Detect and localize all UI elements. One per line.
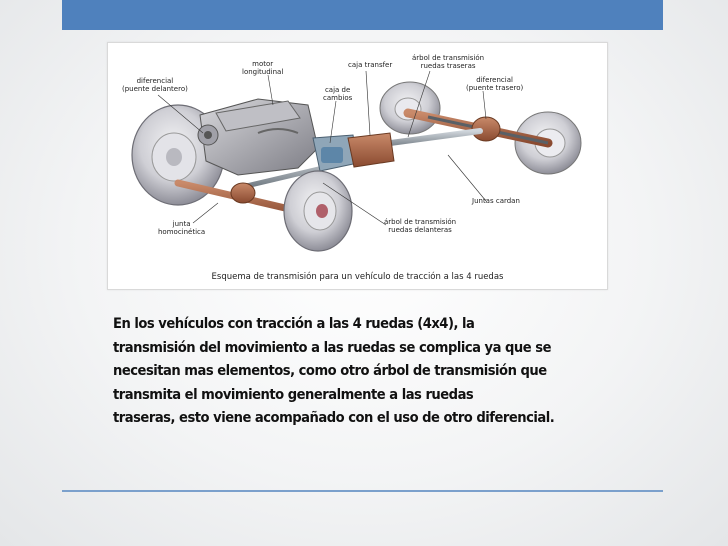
label-engine: motor longitudinal	[242, 60, 284, 76]
engine-block	[198, 99, 318, 175]
label-gearbox: caja de cambios	[323, 86, 353, 102]
body-line: transmisión del movimiento a las ruedas se complica ya que se	[113, 338, 551, 356]
figure-caption: Esquema de transmisión para un vehículo de tracción a las 4 ruedas	[211, 272, 504, 282]
front-right-wheel	[284, 171, 352, 251]
bottom-divider	[62, 490, 663, 492]
body-line: necesitan mas elementos, como otro árbol de transmisión que	[113, 362, 547, 379]
body-paragraph	[113, 312, 673, 430]
title-bar	[62, 0, 663, 30]
label-front-shaft: árbol de transmisión ruedas delanteras	[384, 218, 457, 234]
body-line: En los vehículos con tracción a las 4 ruedas (4x4), la	[113, 315, 475, 332]
body-line: transmita el movimiento generalmente a las ruedas	[113, 385, 474, 403]
label-cv-joint: junta homocinética	[158, 220, 206, 236]
rear-left-wheel	[380, 82, 440, 134]
label-rear-differential: diferencial (puente trasero)	[466, 76, 524, 92]
label-transfer-case: caja transfer	[348, 61, 393, 69]
label-front-differential: diferencial (puente delantero)	[122, 77, 188, 93]
body-line: traseras, esto viene acompañado con el uso de otro diferencial.	[113, 409, 555, 426]
transfer-case	[348, 133, 394, 167]
label-cardan-joints: Juntas cardan	[472, 197, 520, 205]
transmission-diagram	[107, 42, 608, 290]
label-rear-shaft: árbol de transmisión ruedas traseras	[412, 54, 485, 70]
